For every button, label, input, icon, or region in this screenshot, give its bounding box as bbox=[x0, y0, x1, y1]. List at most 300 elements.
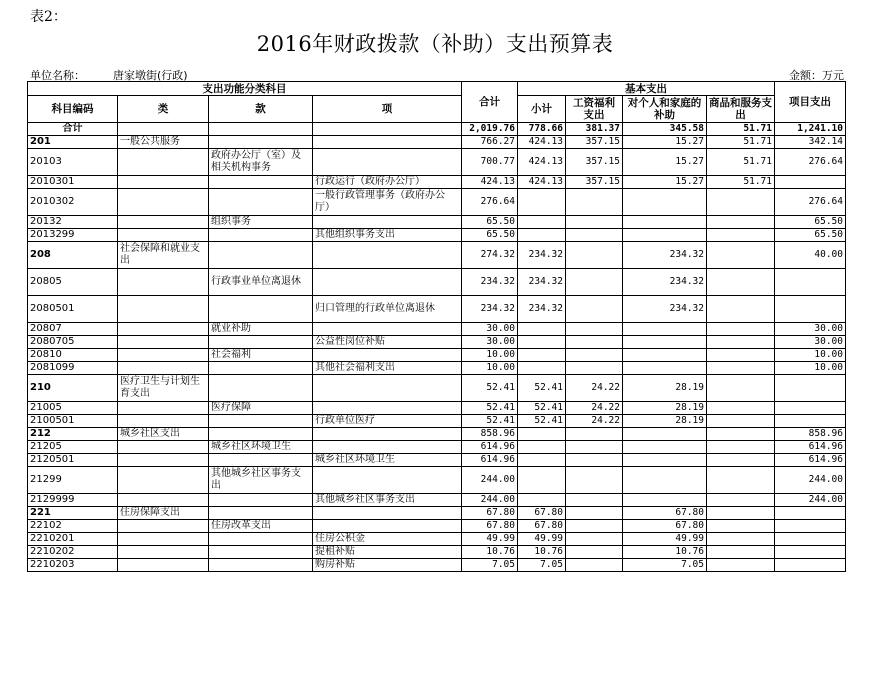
row-lei: 医疗卫生与计划生育支出 bbox=[118, 375, 209, 402]
row-lei bbox=[118, 269, 209, 296]
total-xiang bbox=[313, 123, 462, 136]
unit-name-value: 唐家墩街(行政) bbox=[113, 69, 188, 82]
row-kuan: 就业补助 bbox=[209, 323, 313, 336]
row-xiang: 提租补贴 bbox=[313, 546, 462, 559]
table-row bbox=[28, 189, 846, 216]
row-kuan: 社会福利 bbox=[209, 349, 313, 362]
row-kuan bbox=[209, 362, 313, 375]
row-kuan bbox=[209, 336, 313, 349]
row-project: 244.00 bbox=[775, 494, 846, 507]
row-code: 2080501 bbox=[28, 296, 118, 323]
row-subtotal: 52.41 bbox=[518, 415, 566, 428]
row-goods bbox=[707, 546, 775, 559]
row-project: 10.00 bbox=[775, 362, 846, 375]
row-subtotal: 52.41 bbox=[518, 402, 566, 415]
table-row bbox=[28, 136, 846, 149]
row-code: 2010302 bbox=[28, 189, 118, 216]
total-subtotal: 778.66 bbox=[518, 123, 566, 136]
row-subtotal bbox=[518, 441, 566, 454]
row-lei: 社会保障和就业支出 bbox=[118, 242, 209, 269]
table-row bbox=[28, 349, 846, 362]
budget-table bbox=[27, 81, 846, 572]
row-project bbox=[775, 296, 846, 323]
row-xiang: 购房补贴 bbox=[313, 559, 462, 572]
row-code: 21005 bbox=[28, 402, 118, 415]
row-wages bbox=[566, 494, 623, 507]
document-label: 表2： bbox=[30, 9, 67, 25]
header-subtotal: 小计 bbox=[518, 96, 566, 123]
total-wages: 381.37 bbox=[566, 123, 623, 136]
row-goods bbox=[707, 323, 775, 336]
table-row bbox=[28, 229, 846, 242]
row-wages bbox=[566, 507, 623, 520]
row-kuan bbox=[209, 428, 313, 441]
row-goods bbox=[707, 242, 775, 269]
row-code: 210 bbox=[28, 375, 118, 402]
row-total: 244.00 bbox=[462, 494, 518, 507]
row-subtotal: 424.13 bbox=[518, 136, 566, 149]
row-total: 424.13 bbox=[462, 176, 518, 189]
table-row bbox=[28, 149, 846, 176]
row-xiang: 其他社会福利支出 bbox=[313, 362, 462, 375]
row-code: 21299 bbox=[28, 467, 118, 494]
row-lei: 城乡社区支出 bbox=[118, 428, 209, 441]
table-row bbox=[28, 533, 846, 546]
row-code: 2210202 bbox=[28, 546, 118, 559]
row-total: 52.41 bbox=[462, 415, 518, 428]
row-wages bbox=[566, 242, 623, 269]
row-goods bbox=[707, 507, 775, 520]
row-kuan: 其他城乡社区事务支出 bbox=[209, 467, 313, 494]
row-wages bbox=[566, 559, 623, 572]
row-project bbox=[775, 415, 846, 428]
row-xiang bbox=[313, 402, 462, 415]
header-kuan: 款 bbox=[209, 96, 313, 123]
row-code: 2100501 bbox=[28, 415, 118, 428]
row-kuan bbox=[209, 546, 313, 559]
header-goods: 商品和服务支出 bbox=[707, 96, 775, 123]
table-row bbox=[28, 467, 846, 494]
table-row bbox=[28, 323, 846, 336]
row-subtotal bbox=[518, 362, 566, 375]
row-wages bbox=[566, 336, 623, 349]
row-total: 274.32 bbox=[462, 242, 518, 269]
row-xiang bbox=[313, 216, 462, 229]
row-subtotal: 234.32 bbox=[518, 269, 566, 296]
row-project: 40.00 bbox=[775, 242, 846, 269]
row-lei: 一般公共服务 bbox=[118, 136, 209, 149]
row-total: 10.00 bbox=[462, 362, 518, 375]
row-project: 342.14 bbox=[775, 136, 846, 149]
row-total: 766.27 bbox=[462, 136, 518, 149]
row-code: 20103 bbox=[28, 149, 118, 176]
row-xiang: 归口管理的行政单位离退休 bbox=[313, 296, 462, 323]
row-project bbox=[775, 546, 846, 559]
row-goods bbox=[707, 454, 775, 467]
row-wages bbox=[566, 362, 623, 375]
row-goods: 51.71 bbox=[707, 136, 775, 149]
row-project: 10.00 bbox=[775, 349, 846, 362]
row-lei: 住房保障支出 bbox=[118, 507, 209, 520]
row-code: 208 bbox=[28, 242, 118, 269]
row-personal: 234.32 bbox=[623, 296, 707, 323]
row-lei bbox=[118, 176, 209, 189]
row-xiang: 城乡社区环境卫生 bbox=[313, 454, 462, 467]
row-kuan bbox=[209, 559, 313, 572]
row-personal: 49.99 bbox=[623, 533, 707, 546]
table-row bbox=[28, 520, 846, 533]
row-code: 20805 bbox=[28, 269, 118, 296]
row-goods bbox=[707, 415, 775, 428]
row-subtotal: 234.32 bbox=[518, 242, 566, 269]
row-total: 234.32 bbox=[462, 296, 518, 323]
row-personal: 10.76 bbox=[623, 546, 707, 559]
row-project bbox=[775, 402, 846, 415]
row-project: 65.50 bbox=[775, 216, 846, 229]
row-xiang bbox=[313, 428, 462, 441]
total-lei bbox=[118, 123, 209, 136]
row-total: 614.96 bbox=[462, 441, 518, 454]
row-subtotal: 424.13 bbox=[518, 176, 566, 189]
row-project: 276.64 bbox=[775, 189, 846, 216]
row-project bbox=[775, 176, 846, 189]
row-lei bbox=[118, 441, 209, 454]
row-lei bbox=[118, 336, 209, 349]
row-lei bbox=[118, 520, 209, 533]
total-label: 合计 bbox=[28, 123, 118, 136]
row-personal: 28.19 bbox=[623, 402, 707, 415]
row-subtotal: 234.32 bbox=[518, 296, 566, 323]
row-wages bbox=[566, 467, 623, 494]
row-personal: 28.19 bbox=[623, 375, 707, 402]
row-wages bbox=[566, 441, 623, 454]
row-kuan bbox=[209, 176, 313, 189]
row-total: 52.41 bbox=[462, 402, 518, 415]
row-project bbox=[775, 269, 846, 296]
row-code: 2010301 bbox=[28, 176, 118, 189]
row-lei bbox=[118, 559, 209, 572]
table-row bbox=[28, 428, 846, 441]
row-total: 858.96 bbox=[462, 428, 518, 441]
row-wages bbox=[566, 349, 623, 362]
row-project bbox=[775, 520, 846, 533]
row-personal bbox=[623, 428, 707, 441]
row-goods bbox=[707, 362, 775, 375]
row-goods bbox=[707, 494, 775, 507]
row-total: 700.77 bbox=[462, 149, 518, 176]
row-xiang bbox=[313, 323, 462, 336]
header-wages: 工资福利支出 bbox=[566, 96, 623, 123]
row-lei bbox=[118, 216, 209, 229]
row-kuan: 行政事业单位离退休 bbox=[209, 269, 313, 296]
total-kuan bbox=[209, 123, 313, 136]
row-wages: 24.22 bbox=[566, 402, 623, 415]
total-personal: 345.58 bbox=[623, 123, 707, 136]
row-goods bbox=[707, 296, 775, 323]
row-kuan bbox=[209, 415, 313, 428]
row-code: 20132 bbox=[28, 216, 118, 229]
row-wages bbox=[566, 269, 623, 296]
table-row bbox=[28, 507, 846, 520]
row-wages bbox=[566, 533, 623, 546]
row-project: 65.50 bbox=[775, 229, 846, 242]
row-project: 30.00 bbox=[775, 323, 846, 336]
row-code: 2013299 bbox=[28, 229, 118, 242]
row-lei bbox=[118, 349, 209, 362]
row-total: 30.00 bbox=[462, 323, 518, 336]
row-total: 244.00 bbox=[462, 467, 518, 494]
row-kuan bbox=[209, 507, 313, 520]
table-row bbox=[28, 415, 846, 428]
row-code: 2081099 bbox=[28, 362, 118, 375]
row-kuan bbox=[209, 229, 313, 242]
row-personal: 234.32 bbox=[623, 242, 707, 269]
row-wages bbox=[566, 454, 623, 467]
row-wages: 24.22 bbox=[566, 375, 623, 402]
row-project bbox=[775, 507, 846, 520]
row-project: 30.00 bbox=[775, 336, 846, 349]
row-personal: 67.80 bbox=[623, 520, 707, 533]
row-code: 20807 bbox=[28, 323, 118, 336]
row-kuan bbox=[209, 136, 313, 149]
row-xiang bbox=[313, 349, 462, 362]
row-wages bbox=[566, 189, 623, 216]
row-xiang bbox=[313, 375, 462, 402]
row-wages bbox=[566, 323, 623, 336]
row-subtotal bbox=[518, 454, 566, 467]
row-wages bbox=[566, 428, 623, 441]
row-goods bbox=[707, 441, 775, 454]
row-xiang bbox=[313, 441, 462, 454]
row-subtotal bbox=[518, 336, 566, 349]
row-subtotal bbox=[518, 494, 566, 507]
row-xiang bbox=[313, 242, 462, 269]
row-goods bbox=[707, 428, 775, 441]
row-lei bbox=[118, 362, 209, 375]
row-subtotal: 67.80 bbox=[518, 507, 566, 520]
row-code: 2080705 bbox=[28, 336, 118, 349]
table-row bbox=[28, 375, 846, 402]
row-total: 276.64 bbox=[462, 189, 518, 216]
row-kuan bbox=[209, 375, 313, 402]
row-goods bbox=[707, 559, 775, 572]
row-subtotal bbox=[518, 349, 566, 362]
row-total: 614.96 bbox=[462, 454, 518, 467]
row-goods bbox=[707, 269, 775, 296]
row-lei bbox=[118, 415, 209, 428]
table-row bbox=[28, 176, 846, 189]
header-code: 科目编码 bbox=[28, 96, 118, 123]
row-project bbox=[775, 559, 846, 572]
row-goods bbox=[707, 467, 775, 494]
unit-name-label: 单位名称： bbox=[30, 69, 85, 82]
row-subtotal bbox=[518, 189, 566, 216]
row-subtotal: 10.76 bbox=[518, 546, 566, 559]
row-personal: 15.27 bbox=[623, 176, 707, 189]
row-goods bbox=[707, 375, 775, 402]
row-subtotal: 52.41 bbox=[518, 375, 566, 402]
header-function-classification: 支出功能分类科目 bbox=[28, 82, 462, 96]
row-goods: 51.71 bbox=[707, 176, 775, 189]
row-lei bbox=[118, 402, 209, 415]
row-xiang: 其他城乡社区事务支出 bbox=[313, 494, 462, 507]
table-row bbox=[28, 546, 846, 559]
row-goods bbox=[707, 349, 775, 362]
row-subtotal bbox=[518, 323, 566, 336]
row-personal bbox=[623, 454, 707, 467]
row-personal bbox=[623, 336, 707, 349]
table-row bbox=[28, 494, 846, 507]
row-code: 201 bbox=[28, 136, 118, 149]
row-wages: 357.15 bbox=[566, 136, 623, 149]
row-kuan bbox=[209, 533, 313, 546]
row-personal bbox=[623, 349, 707, 362]
row-total: 65.50 bbox=[462, 216, 518, 229]
row-goods bbox=[707, 520, 775, 533]
header-lei: 类 bbox=[118, 96, 209, 123]
row-project bbox=[775, 375, 846, 402]
table-row bbox=[28, 362, 846, 375]
row-subtotal: 424.13 bbox=[518, 149, 566, 176]
row-goods bbox=[707, 402, 775, 415]
row-subtotal bbox=[518, 229, 566, 242]
row-lei bbox=[118, 189, 209, 216]
row-total: 10.00 bbox=[462, 349, 518, 362]
row-subtotal bbox=[518, 428, 566, 441]
row-project: 858.96 bbox=[775, 428, 846, 441]
row-code: 20810 bbox=[28, 349, 118, 362]
row-wages bbox=[566, 216, 623, 229]
row-total: 10.76 bbox=[462, 546, 518, 559]
row-kuan: 医疗保障 bbox=[209, 402, 313, 415]
total-goods: 51.71 bbox=[707, 123, 775, 136]
row-subtotal: 67.80 bbox=[518, 520, 566, 533]
row-wages bbox=[566, 296, 623, 323]
row-personal: 234.32 bbox=[623, 269, 707, 296]
row-code: 2210201 bbox=[28, 533, 118, 546]
total-row bbox=[28, 123, 846, 136]
row-personal: 67.80 bbox=[623, 507, 707, 520]
row-lei bbox=[118, 229, 209, 242]
row-personal: 15.27 bbox=[623, 149, 707, 176]
row-total: 52.41 bbox=[462, 375, 518, 402]
row-personal: 15.27 bbox=[623, 136, 707, 149]
row-kuan bbox=[209, 296, 313, 323]
row-personal bbox=[623, 494, 707, 507]
table-row bbox=[28, 336, 846, 349]
row-project: 614.96 bbox=[775, 454, 846, 467]
table-row bbox=[28, 441, 846, 454]
row-total: 30.00 bbox=[462, 336, 518, 349]
table-row bbox=[28, 242, 846, 269]
row-xiang bbox=[313, 136, 462, 149]
row-code: 2129999 bbox=[28, 494, 118, 507]
row-xiang: 公益性岗位补贴 bbox=[313, 336, 462, 349]
row-lei bbox=[118, 323, 209, 336]
row-xiang bbox=[313, 520, 462, 533]
row-personal bbox=[623, 229, 707, 242]
row-xiang bbox=[313, 269, 462, 296]
row-code: 221 bbox=[28, 507, 118, 520]
row-goods bbox=[707, 189, 775, 216]
row-xiang: 行政运行（政府办公厅） bbox=[313, 176, 462, 189]
row-wages: 24.22 bbox=[566, 415, 623, 428]
row-personal bbox=[623, 441, 707, 454]
row-xiang: 其他组织事务支出 bbox=[313, 229, 462, 242]
row-kuan bbox=[209, 242, 313, 269]
row-project: 614.96 bbox=[775, 441, 846, 454]
row-code: 22102 bbox=[28, 520, 118, 533]
row-total: 67.80 bbox=[462, 507, 518, 520]
table-row bbox=[28, 559, 846, 572]
row-code: 21205 bbox=[28, 441, 118, 454]
row-xiang bbox=[313, 507, 462, 520]
total-total: 2,019.76 bbox=[462, 123, 518, 136]
total-project: 1,241.10 bbox=[775, 123, 846, 136]
row-total: 234.32 bbox=[462, 269, 518, 296]
row-subtotal: 49.99 bbox=[518, 533, 566, 546]
row-wages: 357.15 bbox=[566, 176, 623, 189]
row-total: 49.99 bbox=[462, 533, 518, 546]
row-lei bbox=[118, 149, 209, 176]
row-code: 2210203 bbox=[28, 559, 118, 572]
table-row bbox=[28, 296, 846, 323]
row-lei bbox=[118, 546, 209, 559]
row-total: 7.05 bbox=[462, 559, 518, 572]
row-personal bbox=[623, 323, 707, 336]
row-kuan bbox=[209, 189, 313, 216]
amount-unit: 金额：万元 bbox=[789, 69, 844, 82]
row-lei bbox=[118, 454, 209, 467]
row-goods: 51.71 bbox=[707, 149, 775, 176]
row-personal bbox=[623, 467, 707, 494]
row-personal: 28.19 bbox=[623, 415, 707, 428]
row-subtotal: 7.05 bbox=[518, 559, 566, 572]
header-xiang: 项 bbox=[313, 96, 462, 123]
row-goods bbox=[707, 229, 775, 242]
row-xiang: 行政单位医疗 bbox=[313, 415, 462, 428]
row-personal bbox=[623, 362, 707, 375]
row-subtotal bbox=[518, 467, 566, 494]
row-xiang bbox=[313, 467, 462, 494]
row-project: 244.00 bbox=[775, 467, 846, 494]
row-total: 65.50 bbox=[462, 229, 518, 242]
row-project: 276.64 bbox=[775, 149, 846, 176]
row-wages bbox=[566, 520, 623, 533]
table-row bbox=[28, 402, 846, 415]
row-personal bbox=[623, 216, 707, 229]
row-kuan bbox=[209, 494, 313, 507]
header-basic-expenditure: 基本支出 bbox=[518, 82, 775, 96]
row-personal bbox=[623, 189, 707, 216]
table-row bbox=[28, 454, 846, 467]
row-goods bbox=[707, 533, 775, 546]
row-xiang: 一般行政管理事务（政府办公厅） bbox=[313, 189, 462, 216]
row-total: 67.80 bbox=[462, 520, 518, 533]
row-wages bbox=[566, 546, 623, 559]
header-project-expenditure: 项目支出 bbox=[775, 82, 846, 123]
row-lei bbox=[118, 494, 209, 507]
row-xiang bbox=[313, 149, 462, 176]
row-goods bbox=[707, 336, 775, 349]
row-goods bbox=[707, 216, 775, 229]
row-kuan: 住房改革支出 bbox=[209, 520, 313, 533]
row-lei bbox=[118, 296, 209, 323]
row-wages: 357.15 bbox=[566, 149, 623, 176]
row-lei bbox=[118, 467, 209, 494]
row-xiang: 住房公积金 bbox=[313, 533, 462, 546]
row-lei bbox=[118, 533, 209, 546]
